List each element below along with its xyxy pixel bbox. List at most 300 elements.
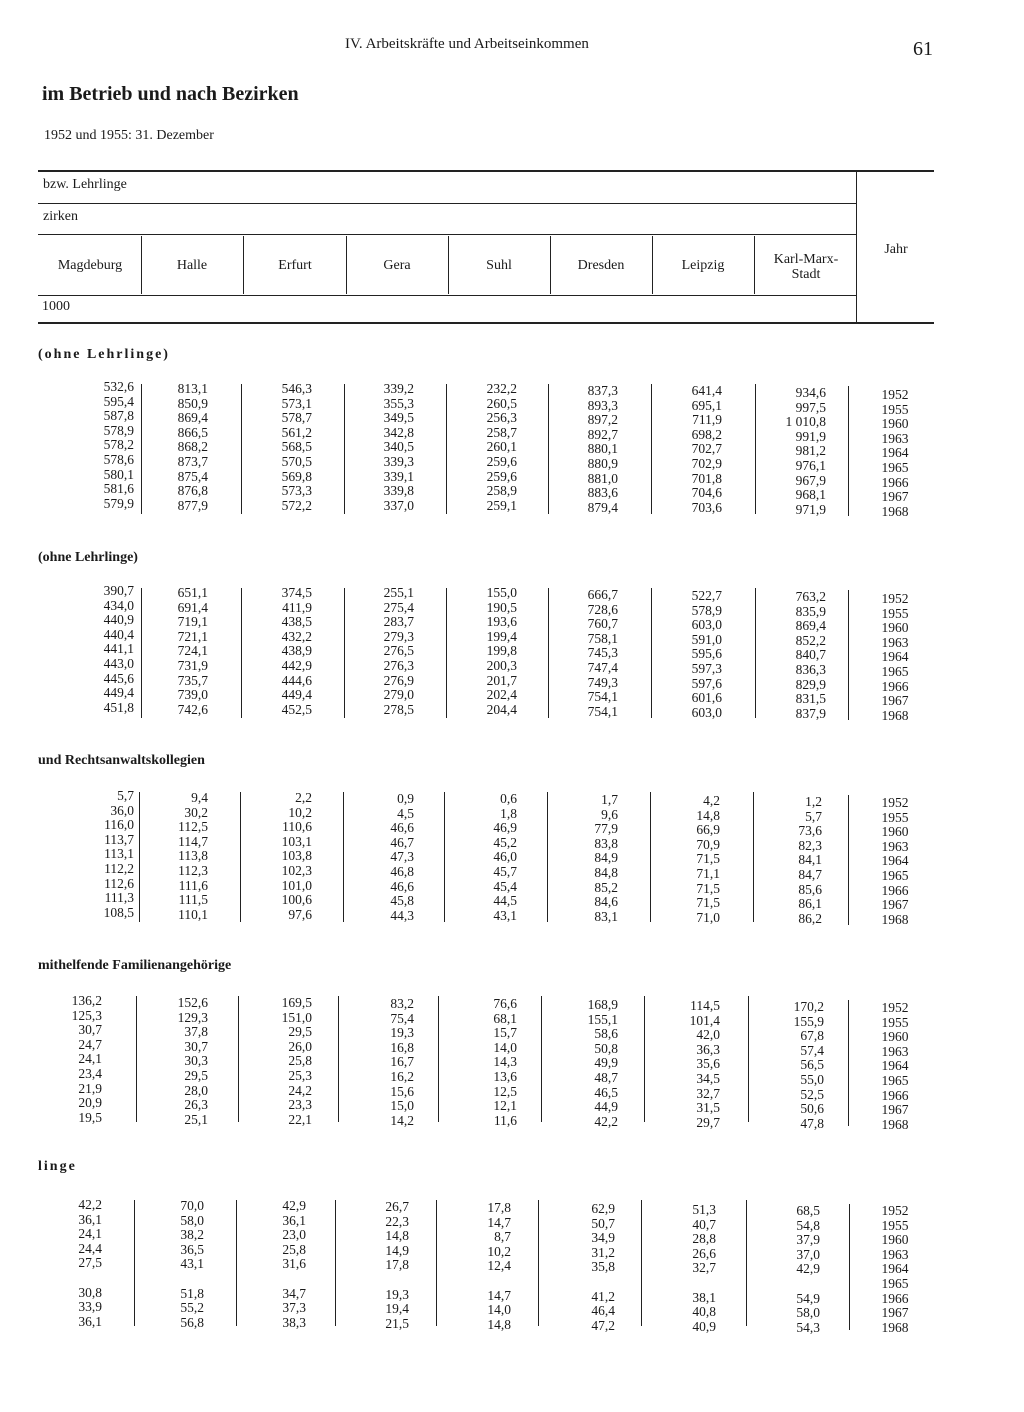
table-cell: 103,8: [281, 848, 312, 864]
table-cell: 0,6: [500, 791, 517, 806]
table-cell: 883,6: [587, 485, 618, 501]
column-bar: [848, 386, 849, 516]
table-cell: 19,3: [385, 1286, 409, 1302]
column-bar: [241, 588, 242, 718]
table-cell: 170,2: [793, 999, 824, 1014]
table-cell: 16,2: [390, 1068, 414, 1084]
table-cell: 1 010,8: [785, 414, 826, 430]
table-cell: 561,2: [281, 424, 312, 440]
column-values-leipzig: [652, 1203, 716, 1334]
year-cell: 1952: [881, 1000, 909, 1015]
year-cell: 1955: [881, 605, 909, 621]
column-bar: [644, 996, 645, 1122]
table-cell: 701,8: [691, 470, 722, 486]
table-cell: 66,9: [696, 822, 720, 838]
column-bar: [541, 996, 542, 1122]
table-cell: 339,1: [383, 468, 414, 484]
table-cell: 114,5: [690, 998, 720, 1013]
table-cell: 276,9: [383, 672, 414, 688]
column-values-magdeburg: [40, 584, 134, 715]
table-cell: 749,3: [587, 674, 618, 690]
column-bar: [236, 1200, 237, 1326]
year-cell: 1965: [881, 663, 909, 679]
table-cell: 40,8: [692, 1304, 716, 1320]
table-cell: 12,5: [493, 1083, 517, 1099]
column-values-karl-marx-stadt: [756, 795, 822, 926]
column-bar: [446, 384, 447, 514]
column-values-dresden: [550, 1202, 615, 1333]
table-cell: 31,6: [282, 1256, 306, 1272]
table-cell: 754,1: [587, 689, 618, 705]
table-cell: 276,5: [383, 643, 414, 659]
table-cell: 71,0: [696, 909, 720, 925]
column-values-erfurt: [244, 1199, 306, 1330]
column-values-magdeburg: [40, 789, 134, 920]
column-values-dresden: [550, 793, 618, 924]
table-cell: 47,3: [390, 849, 414, 865]
table-cell: 15,0: [390, 1098, 414, 1114]
table-cell: 438,5: [281, 614, 312, 630]
year-cell: 1968: [881, 707, 909, 723]
table-cell: 724,1: [177, 643, 208, 659]
year-cell: 1964: [881, 1058, 909, 1074]
column-values-gera: [346, 792, 414, 923]
table-cell: 101,4: [689, 1012, 720, 1028]
column-values-karl-marx-stadt: [756, 590, 826, 721]
table-cell: 434,0: [103, 597, 134, 613]
table-cell: 5,7: [805, 808, 822, 824]
year-cell: 1966: [881, 882, 909, 898]
table-cell: 37,9: [796, 1232, 820, 1248]
year-cell: 1964: [881, 445, 909, 461]
table-cell: 14,8: [696, 807, 720, 823]
table-cell: 893,3: [587, 397, 618, 413]
table-cell: 595,4: [103, 393, 134, 409]
column-values-erfurt: [244, 791, 312, 922]
column-values-suhl: [448, 792, 517, 923]
table-cell: 14,8: [385, 1228, 409, 1244]
column-values-karl-marx-stadt: [756, 1000, 824, 1131]
table-cell: 40,9: [692, 1318, 716, 1334]
table-cell: 703,6: [691, 499, 722, 515]
table-cell: 256,3: [486, 410, 517, 426]
column-bar: [136, 996, 137, 1122]
table-cell: 641,4: [691, 383, 722, 398]
table-cell: 835,9: [795, 603, 826, 619]
table-cell: 152,6: [177, 995, 208, 1010]
table-cell: 704,6: [691, 485, 722, 501]
table-cell: 581,6: [103, 481, 134, 497]
year-cell: 1966: [881, 474, 909, 490]
table-cell: 111,3: [104, 890, 134, 906]
table-cell: 16,7: [390, 1054, 414, 1070]
table-cell: 47,2: [591, 1317, 615, 1333]
table-cell: 112,5: [178, 819, 208, 835]
table-cell: 14,0: [493, 1039, 517, 1055]
column-bar: [548, 384, 549, 514]
table-cell: 25,8: [288, 1053, 312, 1069]
column-bar: [240, 792, 241, 922]
table-cell: 43,1: [180, 1256, 204, 1272]
table-cell: 84,1: [798, 852, 822, 868]
table-cell: 36,1: [78, 1211, 102, 1227]
table-cell: 11,6: [493, 1112, 517, 1128]
table-cell: 83,8: [594, 835, 618, 851]
table-cell: 1,7: [601, 792, 618, 807]
column-values-dresden: [550, 384, 618, 515]
table-cell: 113,8: [178, 848, 208, 864]
year-cell: 1952: [881, 795, 909, 810]
table-cell: 14,7: [487, 1214, 511, 1230]
table-cell: 155,0: [486, 585, 517, 600]
column-values-karl-marx-stadt: [756, 1204, 820, 1335]
table-cell: 881,0: [587, 470, 618, 486]
table-cell: 438,9: [281, 643, 312, 659]
column-bar: [139, 792, 140, 922]
table-cell: 897,2: [587, 412, 618, 428]
year-cell: 1967: [881, 1102, 909, 1118]
table-cell: 579,9: [103, 495, 134, 511]
table-cell: 36,3: [696, 1041, 720, 1057]
table-cell: 934,6: [795, 385, 826, 400]
table-cell: 58,6: [594, 1026, 618, 1042]
table-cell: 29,5: [288, 1024, 312, 1040]
header-rule: [38, 203, 856, 204]
table-cell: 25,8: [282, 1241, 306, 1257]
table-cell: 449,4: [281, 687, 312, 703]
table-cell: 100,6: [281, 892, 312, 908]
table-cell: 32,7: [696, 1085, 720, 1101]
table-cell: 199,8: [486, 643, 517, 659]
year-cell: 1963: [881, 634, 909, 650]
table-cell: 12,1: [493, 1098, 517, 1114]
table-cell: 50,7: [591, 1215, 615, 1231]
table-cell: 46,0: [493, 849, 517, 865]
table-cell: 44,5: [493, 893, 517, 909]
table-cell: 22,3: [385, 1213, 409, 1229]
table-cell: 51,3: [692, 1202, 716, 1217]
table-cell: 26,7: [385, 1199, 409, 1214]
table-cell: 71,1: [696, 865, 720, 881]
section-label: (ohne Lehrlinge): [38, 550, 138, 565]
table-cell: 54,3: [796, 1319, 820, 1335]
table-cell: 45,2: [493, 834, 517, 850]
table-cell: 568,5: [281, 439, 312, 455]
table-cell: 279,3: [383, 628, 414, 644]
table-cell: 113,1: [104, 846, 134, 862]
column-values-erfurt: [244, 382, 312, 513]
table-cell: 603,0: [691, 704, 722, 720]
section-label: mithelfende Familienangehörige: [38, 958, 232, 973]
table-cell: 569,8: [281, 468, 312, 484]
table-cell: 578,6: [103, 451, 134, 467]
table-cell: 46,6: [390, 878, 414, 894]
column-bar: [848, 590, 849, 720]
table-cell: 50,8: [594, 1040, 618, 1056]
table-cell: 46,5: [594, 1084, 618, 1100]
table-cell: 14,8: [487, 1316, 511, 1332]
table-cell: 340,5: [383, 439, 414, 455]
column-values-dresden: [550, 588, 618, 719]
column-bar: [748, 996, 749, 1122]
table-cell: 869,4: [177, 410, 208, 426]
table-cell: 46,7: [390, 834, 414, 850]
year-cell: 1963: [881, 430, 909, 446]
table-cell: 10,2: [487, 1243, 511, 1259]
table-cell: 532,6: [103, 379, 134, 394]
column-bar: [650, 792, 651, 922]
column-values-erfurt: [244, 996, 312, 1127]
table-cell: 4,2: [703, 793, 720, 808]
header-bottom-rule: [38, 322, 934, 324]
table-cell: 28,0: [184, 1082, 208, 1098]
table-cell: 50,6: [800, 1101, 824, 1117]
table-cell: 201,7: [486, 672, 517, 688]
table-cell: 578,7: [281, 410, 312, 426]
table-cell: 440,9: [103, 612, 134, 628]
table-cell: 62,9: [591, 1201, 615, 1216]
table-cell: 76,6: [493, 996, 517, 1011]
table-cell: 38,2: [180, 1227, 204, 1243]
table-cell: 84,7: [798, 866, 822, 882]
column-values-halle: [142, 791, 208, 922]
table-cell: 55,2: [180, 1300, 204, 1316]
header-rule: [38, 234, 856, 235]
table-cell: 279,0: [383, 687, 414, 703]
table-cell: 68,1: [493, 1010, 517, 1026]
table-cell: 0,9: [397, 791, 414, 806]
column-bar: [538, 1200, 539, 1326]
column-bar: [444, 792, 445, 922]
table-cell: 34,7: [282, 1285, 306, 1301]
table-cell: 108,5: [103, 904, 134, 920]
table-cell: 26,3: [184, 1097, 208, 1113]
table-cell: 52,5: [800, 1086, 824, 1102]
table-cell: 702,9: [691, 455, 722, 471]
table-cell: 591,0: [691, 631, 722, 647]
table-cell: 44,3: [390, 907, 414, 923]
table-cell: 449,4: [103, 685, 134, 701]
table-cell: 390,7: [103, 583, 134, 598]
column-header-erfurt: Erfurt: [278, 258, 312, 273]
year-cell: 1968: [881, 503, 909, 519]
table-cell: 45,4: [493, 878, 517, 894]
table-cell: 666,7: [587, 587, 618, 602]
table-cell: 58,0: [180, 1212, 204, 1228]
table-cell: 54,9: [796, 1290, 820, 1306]
table-cell: 111,6: [178, 877, 208, 893]
table-cell: 728,6: [587, 601, 618, 617]
column-bar: [241, 384, 242, 514]
year-column: [872, 388, 918, 519]
table-cell: 129,3: [177, 1009, 208, 1025]
table-cell: 880,9: [587, 455, 618, 471]
table-cell: 110,6: [282, 819, 312, 835]
table-cell: 29,5: [184, 1067, 208, 1083]
column-values-leipzig: [652, 999, 720, 1130]
table-cell: 869,4: [795, 618, 826, 634]
column-values-suhl: [448, 997, 517, 1128]
header-subgroup-label: zirken: [43, 209, 78, 224]
table-cell: 976,1: [795, 457, 826, 473]
column-values-magdeburg: [40, 994, 102, 1125]
table-cell: 444,6: [281, 672, 312, 688]
column-bar: [446, 588, 447, 718]
table-cell: 339,2: [383, 381, 414, 396]
table-cell: 721,1: [177, 628, 208, 644]
column-bar: [335, 1200, 336, 1326]
table-cell: 10,2: [288, 804, 312, 820]
table-cell: 136,2: [71, 993, 102, 1008]
table-cell: 19,5: [78, 1109, 102, 1125]
year-column: [872, 1204, 918, 1335]
column-divider: [754, 236, 755, 294]
year-cell: 1960: [881, 1232, 909, 1248]
table-cell: 46,8: [390, 863, 414, 879]
table-cell: 45,7: [493, 863, 517, 879]
table-cell: 603,0: [691, 617, 722, 633]
table-cell: 67,8: [800, 1028, 824, 1044]
table-cell: 339,8: [383, 483, 414, 499]
table-cell: 967,9: [795, 472, 826, 488]
year-cell: 1966: [881, 678, 909, 694]
column-bar: [849, 1204, 850, 1330]
table-cell: 25,1: [184, 1111, 208, 1127]
table-cell: 24,7: [78, 1036, 102, 1052]
table-cell: 19,4: [385, 1301, 409, 1317]
table-cell: 601,6: [691, 690, 722, 706]
table-cell: 452,5: [281, 701, 312, 717]
table-cell: 441,1: [103, 641, 134, 657]
table-cell: 15,7: [493, 1025, 517, 1041]
year-cell: 1964: [881, 1261, 909, 1277]
column-bar: [848, 795, 849, 925]
table-cell: 57,4: [800, 1042, 824, 1058]
table-cell: 112,6: [104, 875, 134, 891]
table-cell: 45,8: [390, 893, 414, 909]
table-cell: 745,3: [587, 645, 618, 661]
table-cell: 546,3: [281, 381, 312, 396]
table-cell: 31,2: [591, 1244, 615, 1260]
table-cell: 37,3: [282, 1300, 306, 1316]
column-bar: [548, 588, 549, 718]
table-cell: 26,0: [288, 1038, 312, 1054]
table-cell: 35,6: [696, 1056, 720, 1072]
year-cell: 1960: [881, 1029, 909, 1045]
table-cell: 255,1: [383, 585, 414, 600]
table-cell: 84,9: [594, 850, 618, 866]
table-cell: 68,5: [796, 1203, 820, 1218]
column-header-leipzig: Leipzig: [681, 258, 725, 273]
year-cell: 1960: [881, 416, 909, 432]
column-values-magdeburg: [40, 1198, 102, 1329]
table-cell: 38,1: [692, 1289, 716, 1305]
table-cell: 75,4: [390, 1010, 414, 1026]
table-cell: 445,6: [103, 670, 134, 686]
table-cell: 97,6: [288, 906, 312, 922]
column-bar: [343, 792, 344, 922]
table-cell: 199,4: [486, 628, 517, 644]
column-values-erfurt: [244, 586, 312, 717]
table-cell: 110,1: [178, 906, 208, 922]
table-cell: 28,8: [692, 1231, 716, 1247]
table-cell: 19,3: [390, 1025, 414, 1041]
table-cell: 151,0: [281, 1009, 312, 1025]
table-cell: 155,9: [793, 1013, 824, 1029]
column-header-karl-marx-stadt: Karl-Marx-Stadt: [773, 252, 839, 282]
table-cell: 877,9: [177, 497, 208, 513]
table-cell: 111,5: [178, 892, 208, 908]
table-cell: 41,2: [591, 1288, 615, 1304]
table-cell: 991,9: [795, 428, 826, 444]
year-cell: 1955: [881, 1014, 909, 1030]
table-cell: 155,1: [587, 1011, 618, 1027]
table-cell: 30,8: [78, 1284, 102, 1300]
header-rule: [38, 295, 856, 296]
column-header-magdeburg: Magdeburg: [57, 258, 123, 273]
page-number: 61: [913, 38, 933, 60]
column-values-leipzig: [652, 794, 720, 925]
table-cell: 36,5: [180, 1241, 204, 1257]
table-cell: 23,3: [288, 1097, 312, 1113]
table-cell: 691,4: [177, 599, 208, 615]
column-header-dresden: Dresden: [577, 258, 625, 273]
table-cell: 337,0: [383, 497, 414, 513]
table-cell: 169,5: [281, 995, 312, 1010]
year-cell: 1968: [881, 1116, 909, 1132]
table-cell: 30,7: [184, 1038, 208, 1054]
table-cell: 85,2: [594, 879, 618, 895]
column-values-halle: [142, 996, 208, 1127]
table-cell: 113,7: [104, 831, 134, 847]
table-cell: 112,2: [104, 860, 134, 876]
table-cell: 880,1: [587, 441, 618, 457]
year-cell: 1963: [881, 1246, 909, 1262]
table-cell: 731,9: [177, 657, 208, 673]
column-values-suhl: [448, 382, 517, 513]
table-cell: 260,1: [486, 439, 517, 455]
table-cell: 747,4: [587, 659, 618, 675]
table-cell: 14,3: [493, 1054, 517, 1070]
table-cell: 102,3: [281, 862, 312, 878]
table-cell: 5,7: [117, 788, 134, 803]
year-cell: 1963: [881, 1043, 909, 1059]
year-column: [872, 796, 918, 927]
column-values-karl-marx-stadt: [756, 386, 826, 517]
table-cell: 36,1: [282, 1212, 306, 1228]
year-cell: 1965: [881, 1275, 909, 1291]
column-header-gera: Gera: [383, 258, 411, 273]
year-cell: 1966: [881, 1290, 909, 1306]
table-cell: 35,8: [591, 1259, 615, 1275]
table-cell: 374,5: [281, 585, 312, 600]
table-cell: 259,6: [486, 468, 517, 484]
table-cell: 204,4: [486, 701, 517, 717]
year-cell: 1955: [881, 809, 909, 825]
table-cell: 587,8: [103, 408, 134, 424]
table-cell: 276,3: [383, 657, 414, 673]
year-cell: 1966: [881, 1087, 909, 1103]
table-cell: 14,0: [487, 1302, 511, 1318]
table-cell: 4,5: [397, 805, 414, 821]
year-cell: 1964: [881, 853, 909, 869]
table-cell: 71,5: [696, 895, 720, 911]
table-cell: 258,9: [486, 483, 517, 499]
column-values-halle: [142, 586, 208, 717]
year-cell: 1952: [881, 387, 909, 402]
column-bar: [438, 996, 439, 1122]
year-cell: 1965: [881, 459, 909, 475]
